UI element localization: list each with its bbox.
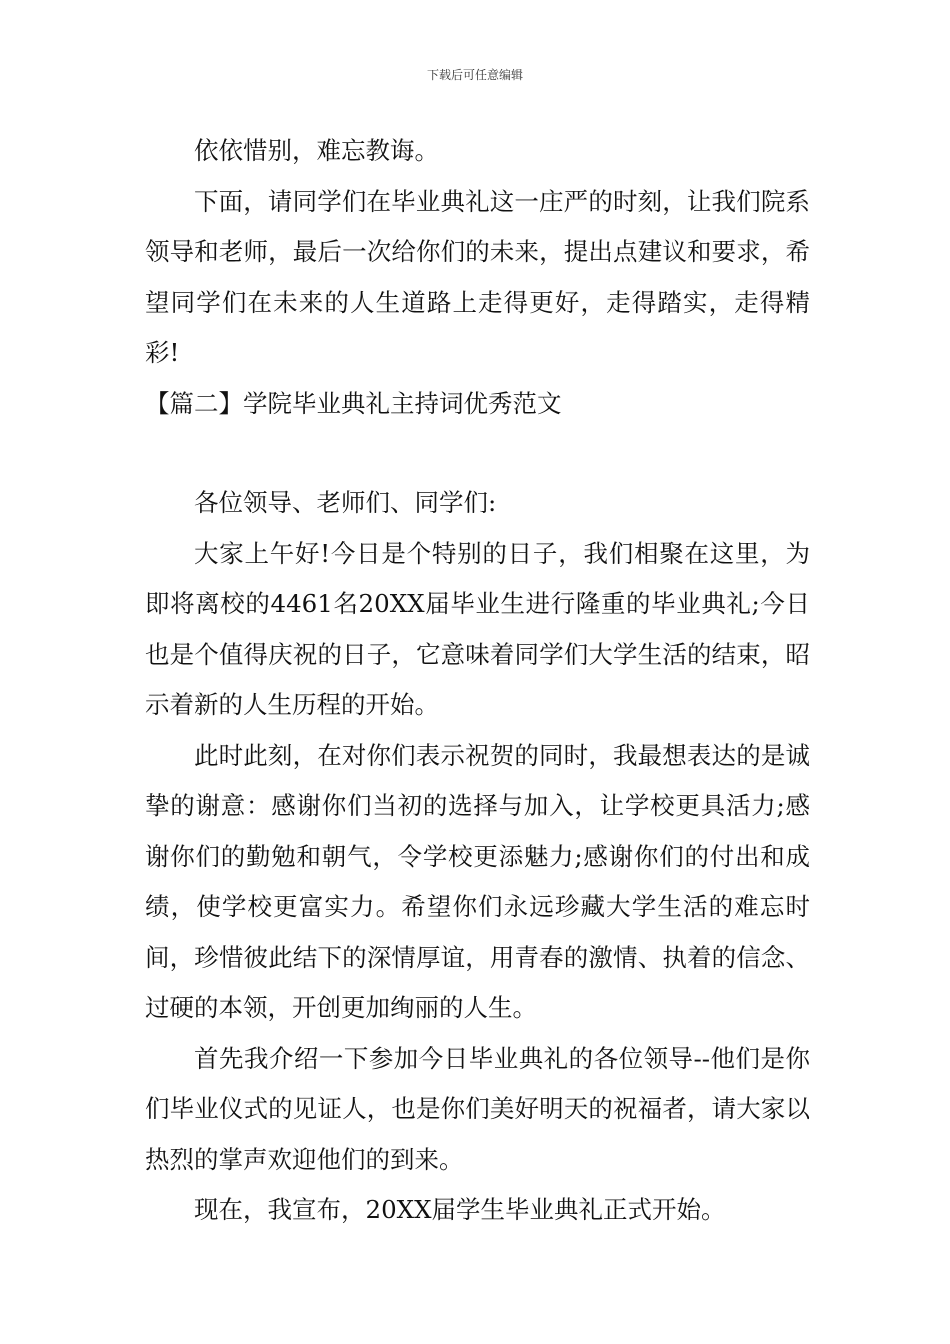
page-header: 下载后可任意编辑: [426, 68, 523, 82]
paragraph: 依依惜别，难忘教诲。: [194, 136, 439, 165]
section-heading: 【篇二】学院毕业典礼主持词优秀范文: [145, 388, 562, 418]
paragraph: 大家上午好!今日是个特别的日子，我们相聚在这里，为即将离校的4461名20XX届毕业生进行隆重的毕业典礼;今日也是个值得庆祝的日子，它意味着同学们大学生活的结束，昭示着新的人生历程的开始。: [145, 538, 810, 719]
paragraph: 现在，我宣布，20XX届学生毕业典礼正式开始。: [194, 1195, 726, 1224]
blank-line: [145, 429, 810, 478]
document-body: [145, 126, 810, 1236]
paragraph: 此时此刻，在对你们表示祝贺的同时，我最想表达的是诚挚的谢意：感谢你们当初的选择与加入，让学校更具活力;感谢你们的勤勉和朝气，令学校更添魅力;感谢你们的付出和成绩，使学校更富实力。希望你们永远珍藏大学生活的难忘时间，珍惜彼此结下的深情厚谊，用青春的激情、执着的信念、过硬的本领，开创更加绚丽的人生。: [145, 740, 810, 1022]
paragraph: 首先我介绍一下参加今日毕业典礼的各位领导--他们是你们毕业仪式的见证人，也是你们美好明天的祝福者，请大家以热烈的掌声欢迎他们的到来。: [145, 1043, 810, 1174]
paragraph: 各位领导、老师们、同学们:: [194, 488, 497, 517]
paragraph: 下面，请同学们在毕业典礼这一庄严的时刻，让我们院系领导和老师，最后一次给你们的未来，提出点建议和要求，希望同学们在未来的人生道路上走得更好，走得踏实，走得精彩!: [145, 186, 810, 367]
